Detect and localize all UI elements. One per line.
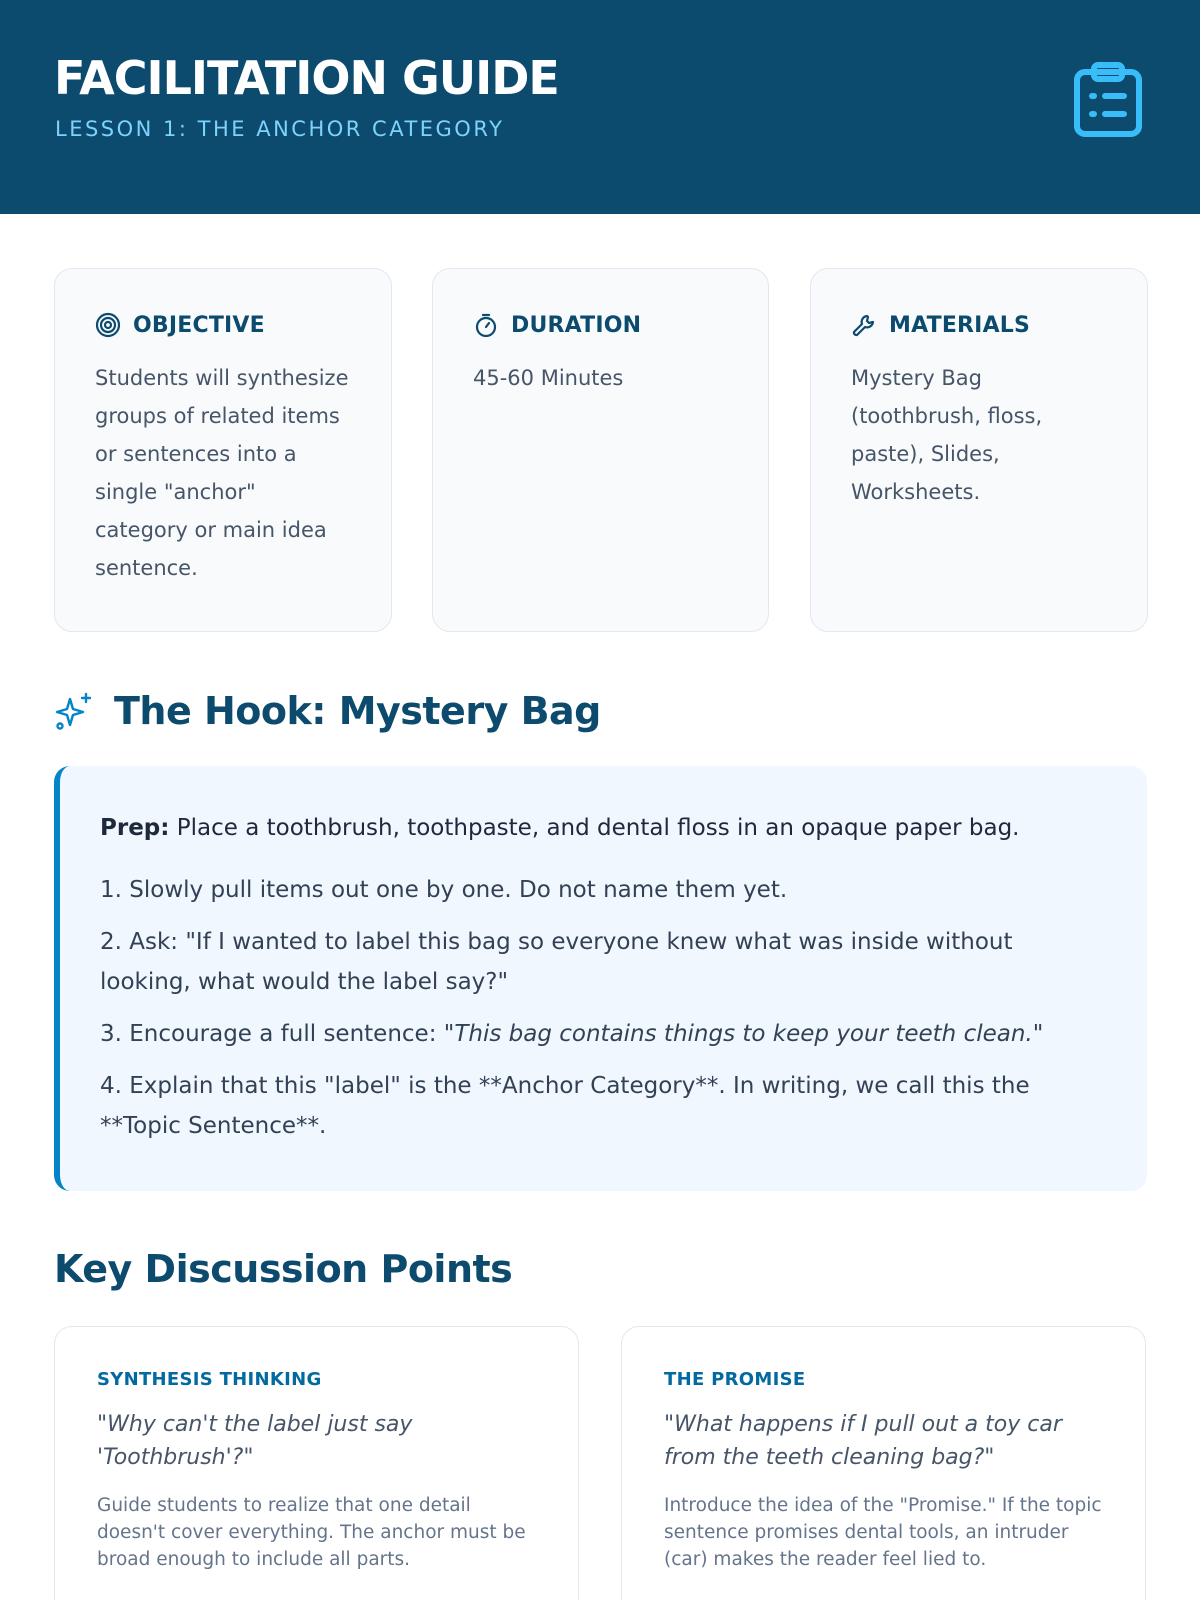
hook-heading	[54, 686, 601, 736]
hook-step-3-quote: "This bag contains things to keep your teeth clean."	[443, 1021, 1044, 1047]
duration-text: 45-60 Minutes	[473, 366, 624, 390]
hook-step-2: 2. Ask: "If I wanted to label this bag so everyone knew what was inside without looking, what would the label say?"	[100, 929, 1013, 995]
sparkles-icon	[54, 691, 94, 731]
hook-title: The Hook: Mystery Bag	[114, 689, 601, 733]
hook-step-1: 1. Slowly pull items out one by one. Do not name them yet.	[100, 877, 788, 903]
objective-card	[54, 268, 392, 632]
clipboard-list-icon	[1072, 62, 1144, 138]
objective-label: OBJECTIVE	[133, 312, 265, 338]
hook-prep	[100, 810, 1107, 846]
objective-text: Students will synthesize groups of related items or sentences into a single "anchor" category or main idea sentence.	[95, 366, 349, 580]
lesson-subtitle: LESSON 1: THE ANCHOR CATEGORY	[55, 117, 505, 141]
materials-label: MATERIALS	[889, 312, 1031, 338]
hook-step-4: 4. Explain that this "label" is the **Anchor Category**. In writing, we call this the **Topic Sentence**.	[100, 1073, 1030, 1139]
hook-step-3-text: 3. Encourage a full sentence:	[100, 1021, 444, 1047]
discussion-card-body: Introduce the idea of the "Promise." If the topic sentence promises dental tools, an intruder (car) makes the reader feel lied to.	[664, 1495, 1102, 1570]
hook-instructions	[54, 766, 1147, 1191]
materials-text: Mystery Bag (toothbrush, floss, paste), Slides, Worksheets.	[851, 366, 1043, 504]
discussion-card-label: SYNTHESIS THINKING	[97, 1369, 322, 1390]
discussion-card-promise	[621, 1326, 1146, 1600]
discussion-card-quote: "What happens if I pull out a toy car from the teeth cleaning bag?"	[664, 1412, 1062, 1470]
hook-step-3	[100, 1014, 1107, 1054]
discussion-card-label: THE PROMISE	[664, 1369, 806, 1390]
discussion-card-quote: "Why can't the label just say 'Toothbrush'?"	[97, 1412, 413, 1470]
page-header	[0, 0, 1200, 214]
materials-card	[810, 268, 1148, 632]
stopwatch-icon	[473, 312, 499, 338]
discussion-card-body: Guide students to realize that one detail doesn't cover everything. The anchor must be broad enough to include all parts.	[97, 1495, 526, 1570]
duration-label: DURATION	[511, 312, 642, 338]
duration-card	[432, 268, 769, 632]
prep-text: Place a toothbrush, toothpaste, and dental floss in an opaque paper bag.	[176, 815, 1020, 841]
wrench-icon	[851, 312, 877, 338]
target-icon	[95, 312, 121, 338]
discussion-title: Key Discussion Points	[54, 1247, 513, 1291]
page-title: FACILITATION GUIDE	[54, 51, 559, 105]
prep-label: Prep:	[100, 815, 170, 841]
discussion-card-synthesis	[54, 1326, 579, 1600]
